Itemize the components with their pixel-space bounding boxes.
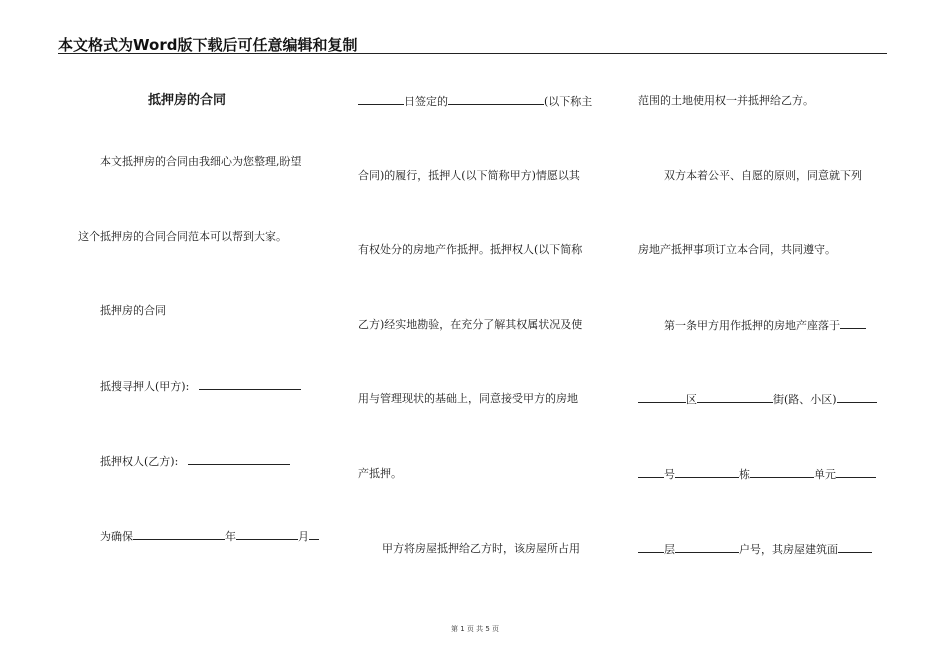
district-blank xyxy=(697,392,773,403)
article-1-label: 第一条甲方用作抵押的房地产座落于 xyxy=(664,319,840,332)
building-label: 栋 xyxy=(739,468,750,481)
area-blank xyxy=(838,542,872,553)
intro-line-2: 这个抵押房的合同合同范本可以帮到大家。 xyxy=(78,230,287,243)
building-blank xyxy=(750,467,814,478)
signed-day-label: 日签定的 xyxy=(404,95,448,108)
page-footer: 第 1 页 共 5 页 xyxy=(450,625,500,633)
col2-line-1 xyxy=(358,94,592,109)
floor-blank xyxy=(675,542,739,553)
col2-line-6: 产抵押。 xyxy=(358,467,402,480)
col3-line-1: 范围的土地使用权一并抵押给乙方。 xyxy=(638,94,814,107)
mortgagee-label: 抵押权人(乙方): xyxy=(100,455,179,468)
ensure-label: 为确保 xyxy=(100,530,133,543)
pre-number-blank xyxy=(638,467,664,478)
number-label: 号 xyxy=(664,468,675,481)
unit-blank xyxy=(836,467,876,478)
document-header: 本文格式为Word版下载后可任意编辑和复制 xyxy=(58,36,358,54)
intro-line-1: 本文抵押房的合同由我细心为您整理,盼望 xyxy=(100,155,302,168)
col2-line-2: 合同)的履行，抵押人(以下简称甲方)情愿以其 xyxy=(358,169,580,182)
document-title: 抵押房的合同 xyxy=(148,93,227,108)
col2-line-7: 甲方将房屋抵押给乙方时，该房屋所占用 xyxy=(382,542,580,555)
year-label: 年 xyxy=(225,530,236,543)
number-blank xyxy=(675,467,739,478)
col2-line-3: 有权处分的房地产作抵押。抵押权人(以下简称 xyxy=(358,243,583,256)
mortgagor-label: 抵搜寻押人(甲方): xyxy=(100,380,190,393)
month-label: 月 xyxy=(298,530,309,543)
col3-line-3: 房地产抵押事项订立本合同，共同遵守。 xyxy=(638,243,836,256)
main-contract-note: (以下称主 xyxy=(544,95,593,108)
unit-label: 单元 xyxy=(814,468,836,481)
pre-floor-blank xyxy=(638,542,664,553)
month-blank xyxy=(309,529,319,540)
date-blank xyxy=(358,94,404,105)
col3-line-4 xyxy=(664,318,866,333)
room-label: 户号，其房屋建筑面 xyxy=(739,543,838,556)
col2-line-4: 乙方)经实地勘验，在充分了解其权属状况及使 xyxy=(358,318,583,331)
street-label: 街(路、小区) xyxy=(773,393,837,406)
col3-line-6 xyxy=(638,467,876,482)
location-blank xyxy=(840,318,866,329)
contract-heading: 抵押房的合同 xyxy=(100,304,166,317)
city-blank xyxy=(638,392,686,403)
col3-line-7 xyxy=(638,542,872,557)
col3-line-2: 双方本着公平、自愿的原则，同意就下列 xyxy=(664,169,862,182)
street-blank xyxy=(837,392,877,403)
col3-line-5 xyxy=(638,392,877,407)
district-label: 区 xyxy=(686,393,697,406)
col2-line-5: 用与管理现状的基础上，同意接受甲方的房地 xyxy=(358,392,578,405)
main-contract-blank xyxy=(448,94,544,105)
floor-label: 层 xyxy=(664,543,675,556)
